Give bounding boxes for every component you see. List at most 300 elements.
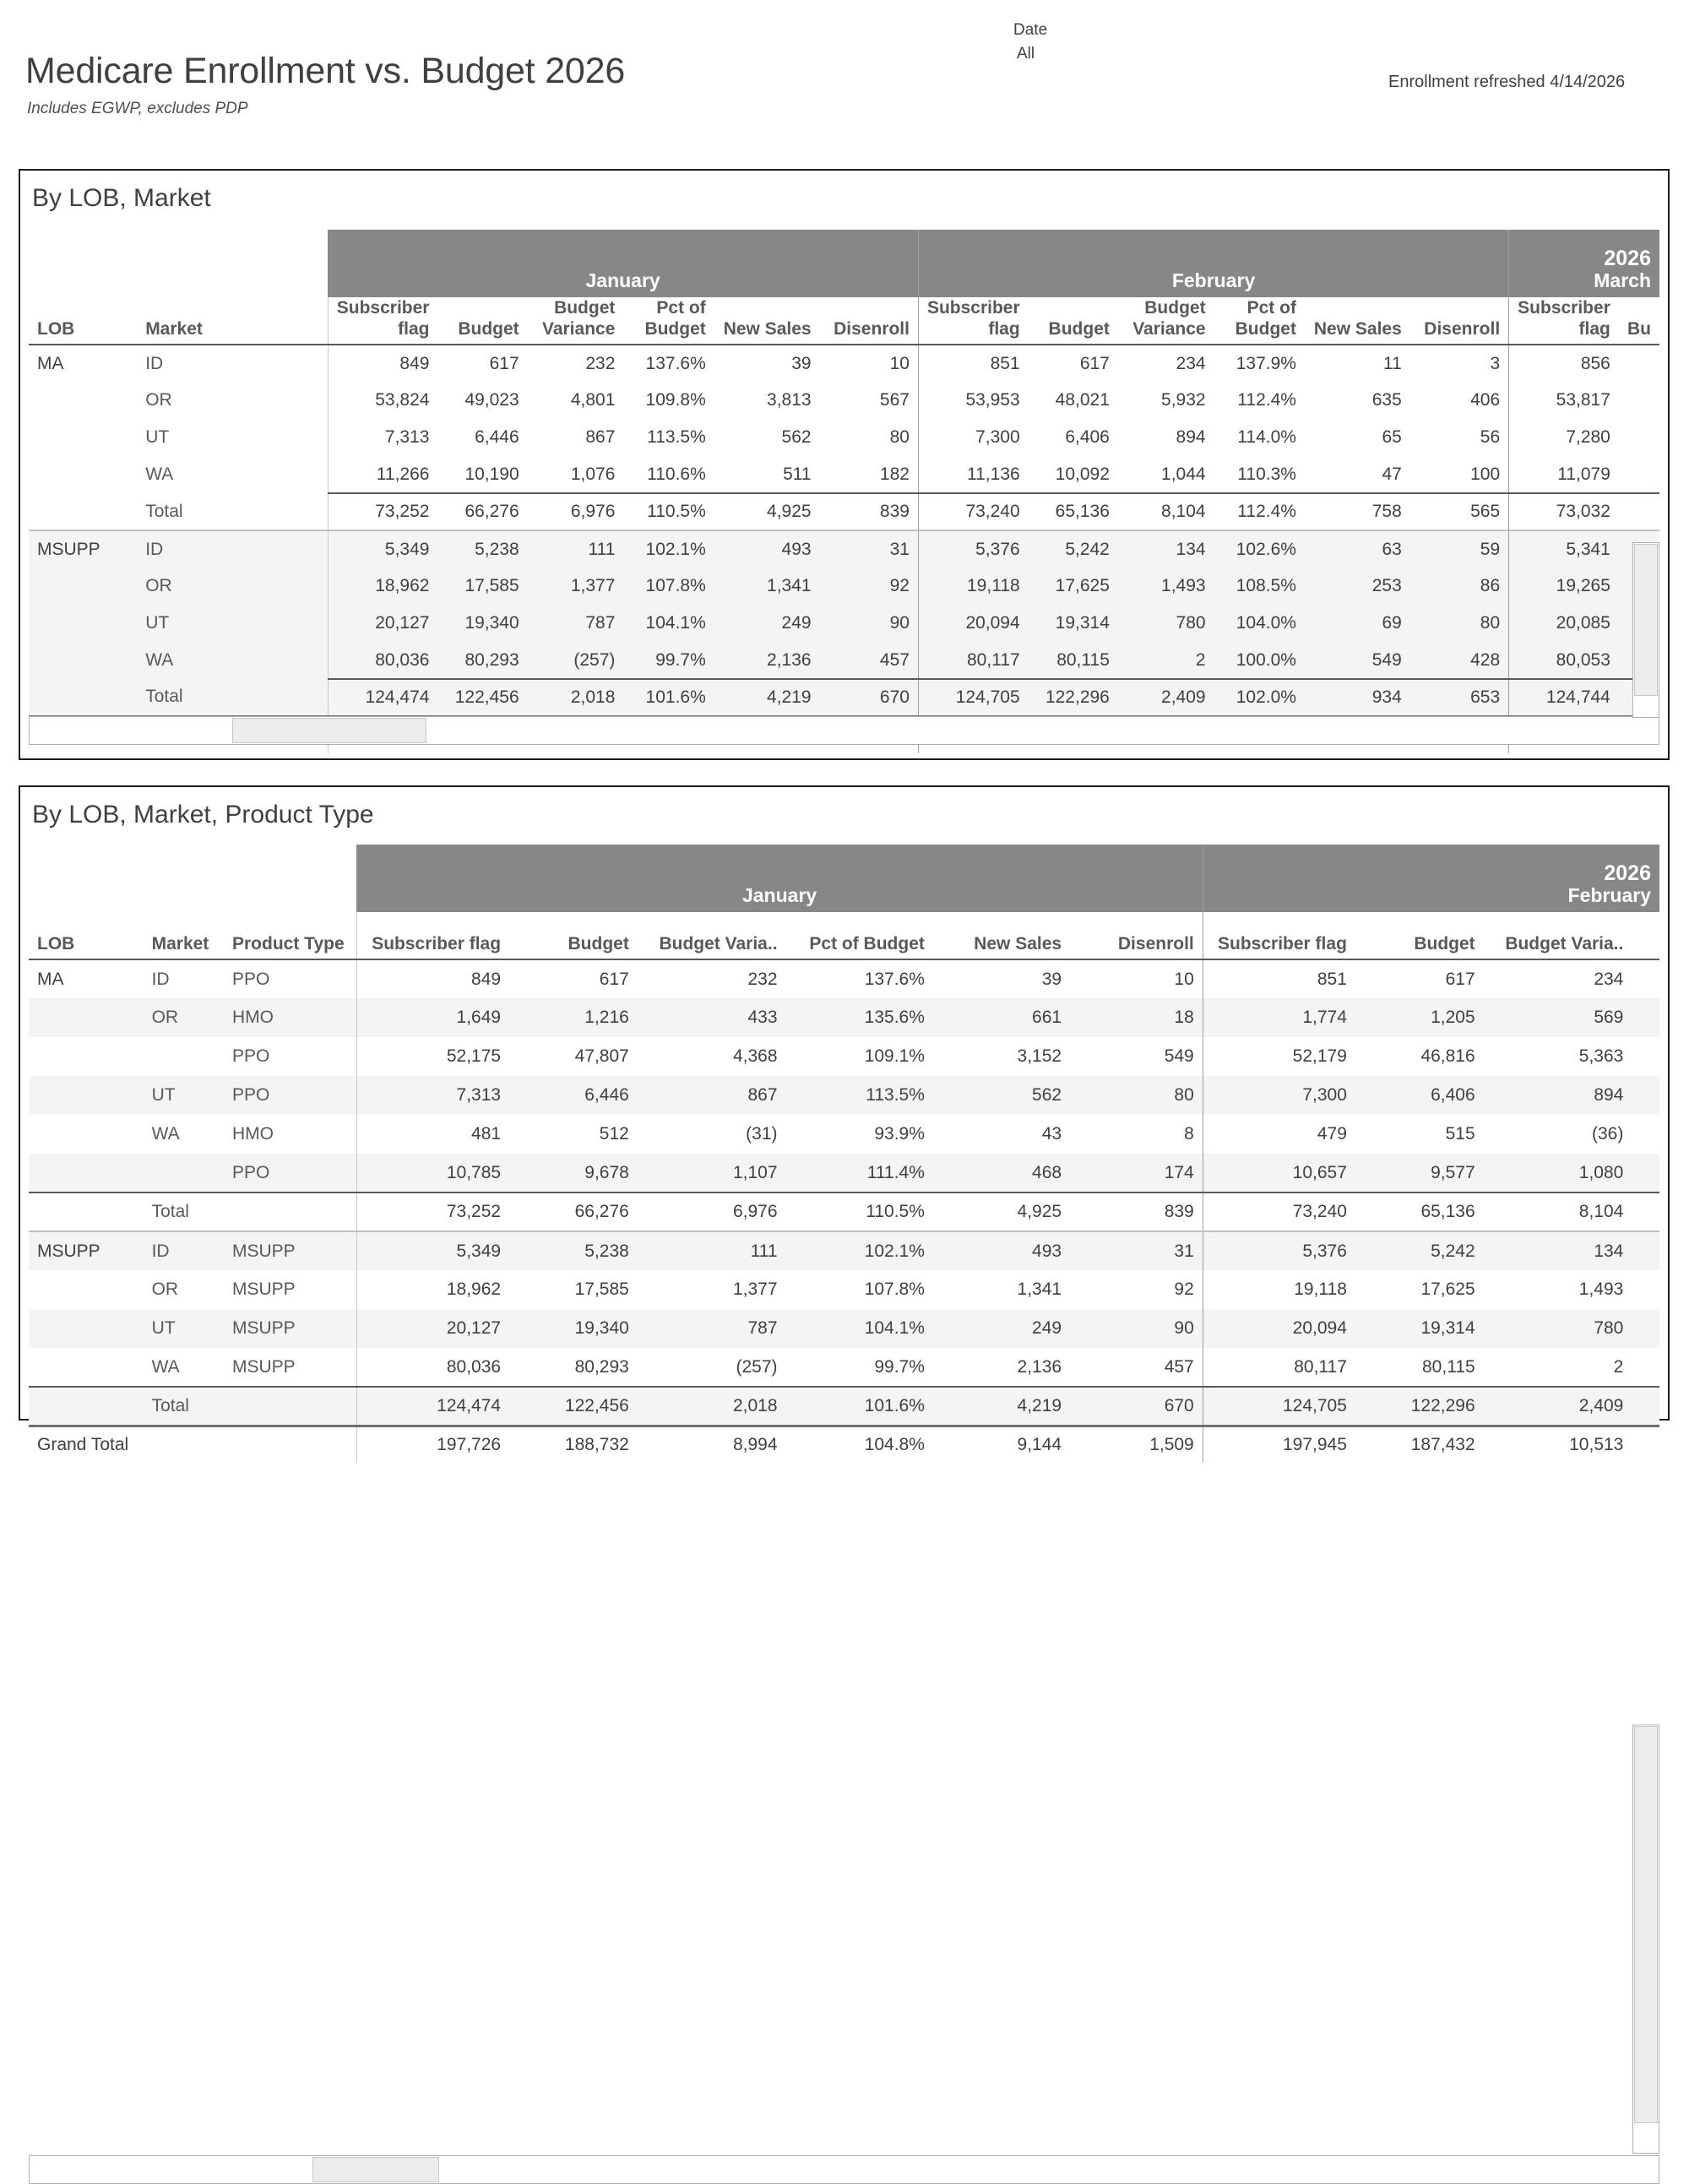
cell-value: 1,076 bbox=[570, 464, 616, 484]
table-row[interactable] bbox=[29, 382, 1659, 419]
cell-value: 111.4% bbox=[786, 1154, 933, 1193]
cell-overflow bbox=[1632, 1270, 1659, 1309]
cell-value: 18 bbox=[1070, 998, 1203, 1037]
table-row[interactable] bbox=[29, 1387, 1659, 1426]
cell-value: 53,824 bbox=[328, 382, 437, 419]
col-header-variance[interactable] bbox=[528, 297, 624, 345]
cell-value: 849 bbox=[328, 345, 437, 382]
cell-value: 787 bbox=[638, 1309, 786, 1348]
table-row[interactable] bbox=[29, 1115, 1659, 1154]
cell-value: 7,280 bbox=[1509, 419, 1619, 456]
cell-lob: MSUPP bbox=[29, 530, 137, 568]
col-header-budget[interactable] bbox=[1029, 297, 1118, 345]
cell-product-type: PPO bbox=[224, 1154, 356, 1193]
page-subtitle: Includes EGWP, excludes PDP bbox=[27, 100, 248, 117]
col-header-line1 bbox=[723, 298, 812, 318]
cell-value: 3,813 bbox=[767, 390, 812, 410]
date-filter-label: Date bbox=[1013, 21, 1048, 39]
month-band-january bbox=[356, 845, 1203, 912]
cell-value: 80,117 bbox=[1203, 1348, 1355, 1387]
cell-value: 549 bbox=[1305, 642, 1410, 679]
cell-value: 780 bbox=[1118, 605, 1214, 642]
cell-value: 90 bbox=[1070, 1309, 1203, 1348]
col-header-market[interactable]: Market bbox=[144, 912, 224, 959]
pivot-table-lob-market-product bbox=[29, 845, 1659, 1463]
col-header-new-sales[interactable]: New Sales bbox=[933, 912, 1070, 959]
col-header-line2: Budget bbox=[1048, 318, 1110, 339]
cell-value: 2,409 bbox=[1484, 1387, 1632, 1426]
cell-value: 17,585 bbox=[437, 568, 527, 605]
cell-product-type: MSUPP bbox=[224, 1231, 356, 1270]
cell-value: 49,023 bbox=[464, 390, 519, 410]
table-row[interactable] bbox=[29, 345, 1659, 382]
panel-1-vertical-scrollbar[interactable] bbox=[1632, 542, 1659, 718]
cell-value: 100 bbox=[1470, 464, 1501, 484]
cell-value: 10,513 bbox=[1484, 1426, 1632, 1463]
year-label: 2026 bbox=[1604, 861, 1651, 885]
cell-value: 894 bbox=[1176, 427, 1206, 447]
cell-value: 3,152 bbox=[1017, 1046, 1062, 1066]
col-header-market[interactable] bbox=[137, 297, 328, 345]
cell-value: 6,446 bbox=[509, 1076, 638, 1115]
cell-market: WA bbox=[151, 1124, 180, 1144]
cell-value: 52,179 bbox=[1203, 1037, 1355, 1076]
table-row[interactable] bbox=[29, 1231, 1659, 1270]
date-filter-value[interactable]: All bbox=[1017, 44, 1035, 62]
cell-value: 7,300 bbox=[918, 419, 1028, 456]
cell-lob: MSUPP bbox=[29, 1231, 144, 1270]
cell-value: 110.5% bbox=[786, 1193, 933, 1231]
month-label: January bbox=[741, 883, 817, 906]
col-header-disenroll[interactable]: Disenroll bbox=[1070, 912, 1203, 959]
cell-market: ID bbox=[137, 530, 328, 568]
cell-value: 20,127 bbox=[328, 605, 437, 642]
cell-value: 5,363 bbox=[1578, 1046, 1624, 1066]
cell-product-type bbox=[224, 1426, 356, 1463]
cell-value: 69 bbox=[1305, 605, 1410, 642]
cell-value: 4,801 bbox=[570, 390, 616, 410]
panel-by-lob-market bbox=[19, 169, 1670, 760]
cell-value: 104.1% bbox=[623, 605, 714, 642]
cell-value: 80,115 bbox=[1029, 642, 1118, 679]
cell-value: 5,932 bbox=[1161, 390, 1206, 410]
cell-value: 80,036 bbox=[356, 1348, 509, 1387]
cell-value: 9,577 bbox=[1355, 1154, 1484, 1193]
panel-1-vscroll-thumb[interactable] bbox=[1634, 544, 1658, 696]
cell-value: 457 bbox=[820, 642, 919, 679]
cell-value: 122,296 bbox=[1029, 679, 1118, 716]
cell-value: 17,625 bbox=[1029, 568, 1118, 605]
col-header-line2: Budget bbox=[644, 318, 706, 339]
cell-value: 8 bbox=[1184, 1124, 1194, 1144]
cell-value: 18,962 bbox=[356, 1270, 509, 1309]
cell-value: 122,296 bbox=[1355, 1387, 1484, 1426]
panel-2-grid[interactable] bbox=[29, 845, 1659, 1454]
cell-overflow bbox=[1632, 998, 1659, 1037]
cell-value: 43 bbox=[1041, 1124, 1062, 1144]
cell-value: 5,238 bbox=[437, 530, 527, 568]
cell-lob bbox=[29, 1076, 144, 1115]
cell-value: 124,744 bbox=[1509, 679, 1619, 716]
panel-by-lob-market-product-type bbox=[19, 785, 1670, 1454]
cell-lob bbox=[29, 1115, 144, 1154]
date-filter[interactable] bbox=[1013, 19, 1047, 65]
cell-value: 134 bbox=[1484, 1231, 1632, 1270]
col-header-line2: Disenroll bbox=[834, 318, 910, 339]
cell-value: 47 bbox=[1382, 464, 1402, 484]
cell-value: 99.7% bbox=[623, 642, 714, 679]
table-row[interactable] bbox=[29, 493, 1659, 530]
cell-overflow bbox=[1632, 1154, 1659, 1193]
cell-value: 1,649 bbox=[356, 998, 509, 1037]
col-header-line1 bbox=[446, 298, 519, 318]
table-row[interactable] bbox=[29, 456, 1659, 493]
cell-value: 856 bbox=[1509, 345, 1619, 382]
month-band-january bbox=[328, 230, 918, 297]
cell-value: 515 bbox=[1445, 1124, 1475, 1144]
cell-value: 493 bbox=[714, 530, 820, 568]
cell-lob bbox=[29, 1270, 144, 1309]
panel-2-hscroll-thumb[interactable] bbox=[312, 2157, 439, 2182]
cell-value: 934 bbox=[1305, 679, 1410, 716]
cell-value: 137.9% bbox=[1236, 353, 1296, 373]
cell-value: 135.6% bbox=[786, 998, 933, 1037]
cell-value: 1,377 bbox=[732, 1279, 778, 1299]
panel-1-horizontal-scrollbar[interactable] bbox=[29, 716, 1659, 745]
cell-market: OR bbox=[137, 568, 328, 605]
cell-value: 249 bbox=[714, 605, 820, 642]
cell-value: 53,953 bbox=[918, 382, 1028, 419]
cell-value: 124,474 bbox=[356, 1387, 509, 1426]
col-header-subscriber-flag[interactable]: Subscriber flag bbox=[356, 912, 509, 959]
cell-value: 108.5% bbox=[1214, 568, 1305, 605]
cell-value: 109.8% bbox=[645, 390, 706, 410]
cell-value: 111 bbox=[528, 530, 624, 568]
cell-overflow bbox=[1632, 1076, 1659, 1115]
cell-value: 867 bbox=[638, 1076, 786, 1115]
cell-lob bbox=[29, 1154, 144, 1193]
cell-value: 1,216 bbox=[509, 998, 638, 1037]
cell-value: 102.1% bbox=[623, 530, 714, 568]
cell-value: 122,456 bbox=[437, 679, 527, 716]
cell-lob bbox=[29, 998, 144, 1037]
cell-market: OR bbox=[151, 1279, 179, 1299]
cell-value: 11,079 bbox=[1509, 456, 1619, 493]
cell-lob bbox=[29, 1037, 144, 1076]
cell-value: 1,774 bbox=[1203, 998, 1355, 1037]
table-row[interactable] bbox=[29, 419, 1659, 456]
col-header-flag[interactable] bbox=[918, 297, 1028, 345]
page-title: Medicare Enrollment vs. Budget 2026 bbox=[25, 51, 626, 91]
cell-value: 511 bbox=[783, 464, 812, 484]
cell-product-type: MSUPP bbox=[232, 1279, 296, 1299]
cell-value: 113.5% bbox=[786, 1076, 933, 1115]
cell-value: 73,032 bbox=[1509, 493, 1619, 530]
cell-value: 93.9% bbox=[874, 1124, 925, 1144]
cell-value: 661 bbox=[933, 998, 1070, 1037]
cell-value: 849 bbox=[356, 959, 509, 998]
cell-product-type: PPO bbox=[232, 969, 270, 989]
col-header-lob[interactable] bbox=[29, 297, 137, 345]
cell-value: 99.7% bbox=[874, 1356, 925, 1377]
cell-value bbox=[1619, 345, 1659, 382]
col-header-label: Market bbox=[145, 318, 203, 339]
col-header-new-sales[interactable] bbox=[1305, 297, 1410, 345]
cell-value: 839 bbox=[1070, 1193, 1203, 1231]
col-header-line1: Pct of bbox=[1246, 298, 1296, 318]
col-header-feb-budget-varia-[interactable]: Budget Varia.. bbox=[1484, 912, 1632, 959]
cell-value: 19,314 bbox=[1355, 1309, 1484, 1348]
cell-value: 5,341 bbox=[1509, 530, 1619, 568]
cell-value: 112.4% bbox=[1214, 493, 1305, 530]
col-header-line1 bbox=[1627, 298, 1651, 318]
month-band-row bbox=[29, 845, 1659, 912]
cell-market: WA bbox=[151, 1356, 180, 1377]
col-header-disenroll[interactable] bbox=[820, 297, 919, 345]
col-header-disenroll[interactable] bbox=[1410, 297, 1509, 345]
cell-value: 65,136 bbox=[1355, 1193, 1484, 1231]
cell-value: 6,406 bbox=[1355, 1076, 1484, 1115]
col-header-pct-of-budget[interactable]: Pct of Budget bbox=[786, 912, 933, 959]
cell-market: ID bbox=[144, 1231, 224, 1270]
cell-value: 80 bbox=[889, 427, 910, 447]
cell-value: 80 bbox=[1070, 1076, 1203, 1115]
cell-value: 80,293 bbox=[437, 642, 527, 679]
col-header-line2: Variance bbox=[1132, 318, 1206, 339]
cell-product-type: PPO bbox=[224, 1076, 356, 1115]
cell-value: 19,118 bbox=[1203, 1270, 1355, 1309]
cell-value: 11,136 bbox=[918, 456, 1028, 493]
col-header-line1 bbox=[1037, 298, 1110, 318]
col-header-feb-subscriber-flag[interactable]: Subscriber flag bbox=[1203, 912, 1355, 959]
cell-value: 124,705 bbox=[1203, 1387, 1355, 1426]
cell-market bbox=[144, 1154, 224, 1193]
cell-market: UT bbox=[144, 1076, 224, 1115]
col-header-new-sales[interactable] bbox=[714, 297, 820, 345]
cell-value: 137.6% bbox=[864, 969, 925, 989]
panel-2-vertical-scrollbar[interactable] bbox=[1632, 1725, 1659, 2154]
cell-value: 9,144 bbox=[933, 1426, 1070, 1463]
cell-market bbox=[144, 1037, 224, 1076]
col-header-lob[interactable]: LOB bbox=[29, 912, 144, 959]
col-header-budget[interactable] bbox=[437, 297, 527, 345]
cell-value: 670 bbox=[1070, 1387, 1203, 1426]
cell-value: 80,293 bbox=[574, 1356, 629, 1377]
col-header-line2: New Sales bbox=[723, 318, 812, 339]
col-header-line2: flag bbox=[988, 318, 1020, 339]
cell-value: 17,625 bbox=[1420, 1279, 1475, 1299]
table-row[interactable] bbox=[29, 959, 1659, 998]
cell-value: 2 bbox=[1613, 1356, 1624, 1377]
panel-2-vscroll-thumb[interactable] bbox=[1634, 1726, 1658, 2123]
panel-1-hscroll-thumb[interactable] bbox=[232, 718, 426, 743]
col-header-line1: Budget bbox=[1144, 298, 1206, 318]
cell-value: 11 bbox=[1382, 353, 1402, 373]
cell-product-type bbox=[224, 1193, 356, 1231]
column-header-row bbox=[29, 297, 1659, 345]
column-header-row bbox=[29, 912, 1659, 959]
cell-market: UT bbox=[137, 605, 328, 642]
table-row[interactable] bbox=[29, 1309, 1659, 1348]
table-row[interactable] bbox=[29, 1037, 1659, 1076]
cell-value: 10,092 bbox=[1055, 464, 1110, 484]
cell-value: 90 bbox=[820, 605, 919, 642]
col-header-variance[interactable] bbox=[1118, 297, 1214, 345]
cell-value: 2,136 bbox=[1017, 1356, 1062, 1377]
cell-overflow bbox=[1632, 1193, 1659, 1231]
cell-value: 5,238 bbox=[509, 1231, 638, 1270]
col-header-budget-varia-[interactable]: Budget Varia.. bbox=[638, 912, 786, 959]
cell-value: 1,080 bbox=[1484, 1154, 1632, 1193]
cell-value: 86 bbox=[1410, 568, 1509, 605]
panel-2-title: By LOB, Market, Product Type bbox=[32, 801, 374, 829]
table-row[interactable] bbox=[29, 605, 1659, 642]
cell-value: 100.0% bbox=[1214, 642, 1305, 679]
col-header-line2: Variance bbox=[541, 318, 616, 339]
month-label: February bbox=[1171, 269, 1256, 291]
table-row[interactable] bbox=[29, 530, 1659, 568]
cell-value: 137.6% bbox=[645, 353, 706, 373]
cell-value: 6,976 bbox=[638, 1193, 786, 1231]
col-header-flag[interactable] bbox=[328, 297, 437, 345]
col-header-budget[interactable]: Budget bbox=[509, 912, 638, 959]
cell-value: 5,242 bbox=[1355, 1231, 1484, 1270]
cell-value: 635 bbox=[1371, 390, 1402, 410]
cell-value: 197,945 bbox=[1203, 1426, 1355, 1463]
table-row[interactable] bbox=[29, 642, 1659, 679]
cell-value: 124,705 bbox=[918, 679, 1028, 716]
cell-value: 512 bbox=[599, 1124, 629, 1144]
cell-value: 6,976 bbox=[528, 493, 624, 530]
cell-value: 19,340 bbox=[509, 1309, 638, 1348]
cell-value: 73,252 bbox=[328, 493, 437, 530]
table-row[interactable] bbox=[29, 568, 1659, 605]
cell-value: (257) bbox=[528, 642, 624, 679]
cell-value: 19,314 bbox=[1029, 605, 1118, 642]
cell-value: 101.6% bbox=[623, 679, 714, 716]
panel-1-title: By LOB, Market bbox=[32, 184, 211, 212]
table-row[interactable] bbox=[29, 1193, 1659, 1231]
cell-value: 1,493 bbox=[1118, 568, 1214, 605]
col-header-flag[interactable] bbox=[1509, 297, 1619, 345]
table-row[interactable] bbox=[29, 1076, 1659, 1115]
cell-value: 5,349 bbox=[356, 1231, 509, 1270]
cell-market: UT bbox=[144, 1309, 224, 1348]
cell-value: 468 bbox=[933, 1154, 1070, 1193]
table-row[interactable] bbox=[29, 1270, 1659, 1309]
cell-value: 1,493 bbox=[1578, 1279, 1624, 1299]
cell-value: 433 bbox=[638, 998, 786, 1037]
table-row[interactable] bbox=[29, 998, 1659, 1037]
col-header-line1: Subscriber bbox=[926, 298, 1020, 318]
col-header-line1 bbox=[828, 298, 910, 318]
cell-lob: MA bbox=[37, 353, 64, 373]
cell-value: 839 bbox=[820, 493, 919, 530]
col-header-feb-budget[interactable]: Budget bbox=[1355, 912, 1484, 959]
cell-lob bbox=[29, 642, 137, 679]
table-row[interactable] bbox=[29, 1348, 1659, 1387]
grand-total-row[interactable] bbox=[29, 1426, 1659, 1463]
cell-lob bbox=[29, 1193, 144, 1231]
month-band-february bbox=[918, 230, 1508, 297]
cell-market: WA bbox=[137, 642, 328, 679]
cell-value: 234 bbox=[1594, 969, 1624, 989]
col-header-budget[interactable] bbox=[623, 297, 714, 345]
cell-value: 20,127 bbox=[356, 1309, 509, 1348]
cell-value: 19,118 bbox=[918, 568, 1028, 605]
cell-value: 188,732 bbox=[509, 1426, 638, 1463]
cell-value: (31) bbox=[746, 1124, 778, 1144]
cell-overflow bbox=[1632, 1309, 1659, 1348]
cell-value: 39 bbox=[791, 353, 812, 373]
cell-value: 52,175 bbox=[356, 1037, 509, 1076]
cell-value: 851 bbox=[918, 345, 1028, 382]
cell-value: 111 bbox=[638, 1231, 786, 1270]
cell-value: 5,242 bbox=[1029, 530, 1118, 568]
cell-value: 65,136 bbox=[1029, 493, 1118, 530]
cell-value: 457 bbox=[1164, 1356, 1194, 1377]
cell-value: 182 bbox=[879, 464, 910, 484]
cell-value: 112.4% bbox=[1237, 390, 1296, 410]
cell-value: 73,252 bbox=[356, 1193, 509, 1231]
cell-value: 232 bbox=[747, 969, 778, 989]
cell-value: 10,190 bbox=[464, 464, 519, 484]
cell-lob bbox=[29, 456, 137, 493]
cell-value: 110.6% bbox=[647, 464, 706, 484]
col-header-line1: Subscriber bbox=[336, 298, 430, 318]
cell-value: 8,104 bbox=[1118, 493, 1214, 530]
table-row[interactable] bbox=[29, 679, 1659, 716]
cell-value: 48,021 bbox=[1055, 390, 1110, 410]
cell-value: 59 bbox=[1410, 530, 1509, 568]
panel-2-horizontal-scrollbar[interactable] bbox=[29, 2155, 1659, 2184]
cell-value: 114.0% bbox=[1237, 427, 1296, 447]
pivot-table-lob-market bbox=[29, 230, 1659, 753]
col-header-budget[interactable] bbox=[1214, 297, 1305, 345]
month-band-row bbox=[29, 230, 1659, 297]
cell-value: 80,036 bbox=[328, 642, 437, 679]
cell-value: 7,313 bbox=[356, 1076, 509, 1115]
panel-1-grid[interactable] bbox=[29, 230, 1659, 709]
col-header-line2: Budget bbox=[458, 318, 519, 339]
band-spacer bbox=[29, 230, 328, 297]
cell-lob bbox=[29, 605, 137, 642]
cell-value: 780 bbox=[1484, 1309, 1632, 1348]
cell-value: 479 bbox=[1203, 1115, 1355, 1154]
band-spacer bbox=[29, 845, 356, 912]
cell-value: 481 bbox=[356, 1115, 509, 1154]
cell-value: 1,044 bbox=[1161, 464, 1206, 484]
cell-value: 253 bbox=[1305, 568, 1410, 605]
month-band-march bbox=[1509, 230, 1659, 297]
cell-overflow bbox=[1632, 1348, 1659, 1387]
cell-value: 20,085 bbox=[1509, 605, 1619, 642]
col-header-bu[interactable] bbox=[1619, 297, 1659, 345]
col-header-product-type[interactable]: Product Type bbox=[224, 912, 356, 959]
cell-lob bbox=[29, 1309, 144, 1348]
cell-value: 1,509 bbox=[1070, 1426, 1203, 1463]
cell-value: 5,349 bbox=[328, 530, 437, 568]
month-label: February bbox=[1567, 883, 1651, 906]
cell-value: 80,115 bbox=[1422, 1356, 1475, 1377]
cell-value: 110.5% bbox=[623, 493, 714, 530]
cell-value: 1,341 bbox=[714, 568, 820, 605]
cell-value: 20,094 bbox=[1203, 1309, 1355, 1348]
cell-market: OR bbox=[144, 998, 224, 1037]
cell-value: 549 bbox=[1164, 1046, 1194, 1066]
table-row[interactable] bbox=[29, 1154, 1659, 1193]
cell-overflow bbox=[1632, 1231, 1659, 1270]
